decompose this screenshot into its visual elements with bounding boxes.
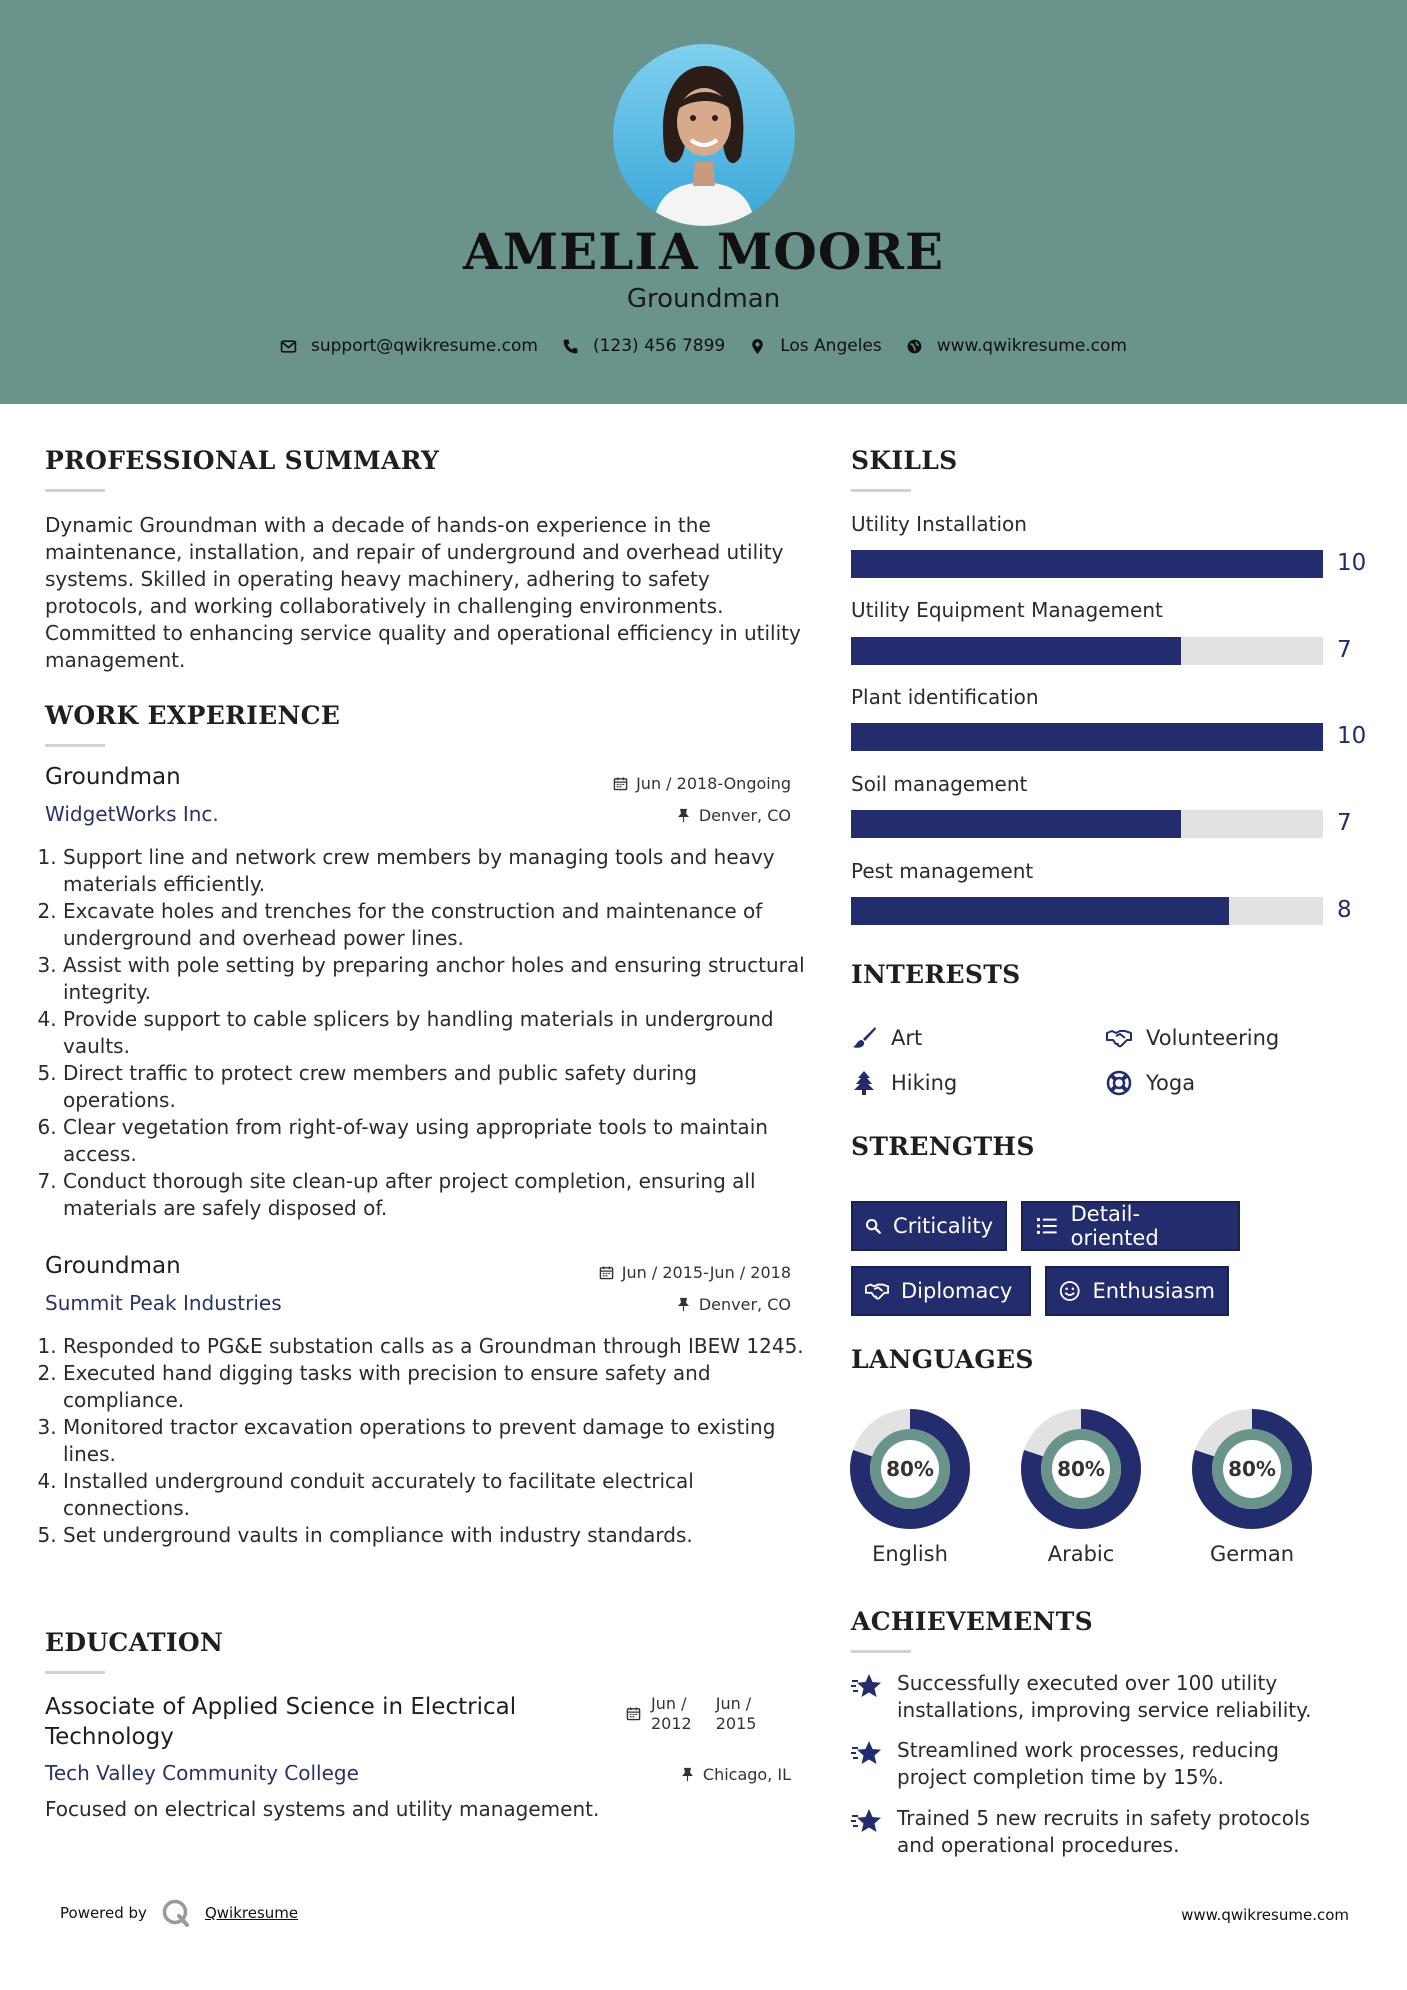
language-name: German	[1209, 1542, 1295, 1566]
education-dates: Jun / 2012 Jun / 2015	[626, 1694, 756, 1734]
education-title: EDUCATION	[45, 1628, 224, 1657]
profile-photo	[613, 44, 795, 226]
resume-header	[0, 0, 1407, 404]
achievement-item: Trained 5 new recruits in safety protocols and operational procedures.	[851, 1805, 1331, 1859]
interest-item: Yoga	[1106, 1070, 1195, 1096]
contact-phone[interactable]	[562, 336, 725, 356]
contact-email-text: support@qwikresume.com	[311, 336, 538, 356]
languages-title: LANGUAGES	[851, 1345, 1034, 1374]
language-ring	[1191, 1408, 1313, 1530]
list-item: 5. Set underground vaults in compliance with industry standards.	[63, 1522, 813, 1549]
language-ring	[849, 1408, 971, 1530]
contact-location	[749, 336, 882, 356]
strength-chip: Criticality	[851, 1201, 1007, 1251]
skill-value: 10	[1337, 723, 1367, 749]
strength-chip: Enthusiasm	[1045, 1266, 1229, 1316]
education-location: Chicago, IL	[540, 1765, 791, 1784]
language-name: Arabic	[1047, 1542, 1115, 1566]
language-item	[1191, 1408, 1313, 1566]
skill-bar-fill	[851, 637, 1181, 665]
section-rule	[851, 1650, 911, 1653]
calendar-icon	[599, 1265, 614, 1280]
brush-icon	[851, 1025, 877, 1051]
job-duties	[45, 844, 813, 1222]
skill-bar-fill	[851, 550, 1323, 578]
contact-location-text: Los Angeles	[780, 336, 882, 356]
skills-title: SKILLS	[851, 446, 958, 475]
skill-value: 7	[1337, 637, 1352, 663]
job-dates: Jun / 2015-Jun / 2018	[540, 1263, 791, 1282]
list-icon	[1035, 1214, 1059, 1238]
company-name: Summit Peak Industries	[45, 1291, 282, 1315]
list-item: 1. Support line and network crew members by managing tools and heavy materials efficiently.	[63, 844, 813, 898]
language-ring	[1020, 1408, 1142, 1530]
map-pin-icon	[749, 338, 766, 355]
star-icon	[851, 1672, 883, 1702]
interest-item: Hiking	[851, 1070, 957, 1096]
section-rule	[45, 489, 105, 492]
list-item: 4. Installed underground conduit accurately to facilitate electrical connections.	[63, 1468, 813, 1522]
calendar-icon	[626, 1706, 641, 1721]
phone-icon	[562, 338, 579, 355]
qwikresume-link[interactable]: Qwikresume	[204, 1904, 299, 1922]
job-duties	[45, 1333, 813, 1549]
language-percent: 80%	[886, 1457, 934, 1481]
handshake-icon	[1106, 1025, 1132, 1051]
footer-site[interactable]: www.qwikresume.com	[1181, 1906, 1349, 1924]
qwikresume-logo-icon	[161, 1898, 191, 1928]
summary-title: PROFESSIONAL SUMMARY	[45, 446, 440, 475]
strength-chip: Detail-oriented	[1021, 1201, 1240, 1251]
calendar-icon	[613, 776, 628, 791]
interests-title: INTERESTS	[851, 960, 1021, 989]
degree-title: Associate of Applied Science in Electrical Technology	[45, 1694, 517, 1750]
language-item	[1020, 1408, 1142, 1566]
list-item: 3. Assist with pole setting by preparing anchor holes and ensuring structural integrity.	[63, 952, 813, 1006]
skill-bar	[851, 723, 1323, 751]
achievement-item: Streamlined work processes, reducing project completion time by 15%.	[851, 1737, 1331, 1791]
skill-value: 7	[1337, 810, 1352, 836]
job-title: Groundman	[45, 764, 181, 790]
skill-value: 10	[1337, 550, 1367, 576]
achievements-title: ACHIEVEMENTS	[851, 1607, 1093, 1636]
job-dates: Jun / 2018-Ongoing	[540, 774, 791, 793]
achievement-item: Successfully executed over 100 utility installations, improving service reliability.	[851, 1670, 1331, 1724]
skill-bar	[851, 637, 1323, 665]
footer-branding	[60, 1898, 298, 1928]
contact-phone-text: (123) 456 7899	[592, 336, 726, 356]
candidate-role: Groundman	[626, 284, 781, 314]
skill-name: Plant identification	[851, 685, 1039, 709]
handshake-icon	[865, 1279, 889, 1303]
skill-name: Utility Installation	[851, 512, 1027, 536]
experience-title: WORK EXPERIENCE	[45, 701, 341, 730]
pin-icon	[676, 1297, 691, 1312]
school-name: Tech Valley Community College	[45, 1761, 359, 1785]
summary-text: Dynamic Groundman with a decade of hands-on experience in the maintenance, installation, and repair of underground and overhead utility systems. Skilled in operating heavy machinery, adhering to safety protocols, and working collaboratively in challenging environments. Committed to enhancing service quality and operational efficiency in utility management.	[45, 513, 801, 672]
section-rule	[851, 489, 911, 492]
powered-by-text: Powered by	[60, 1904, 147, 1922]
star-icon	[851, 1807, 883, 1837]
language-percent: 80%	[1057, 1457, 1105, 1481]
lifebuoy-icon	[1106, 1070, 1132, 1096]
list-item: 5. Direct traffic to protect crew members and public safety during operations.	[63, 1060, 813, 1114]
smile-icon	[1059, 1279, 1081, 1303]
strengths-title: STRENGTHS	[851, 1132, 1035, 1161]
skill-bar	[851, 550, 1323, 578]
language-item	[849, 1408, 971, 1566]
contact-bar	[0, 336, 1407, 356]
skill-bar-fill	[851, 897, 1229, 925]
contact-email[interactable]	[280, 336, 538, 356]
list-item: 2. Excavate holes and trenches for the construction and maintenance of underground and overhead power lines.	[63, 898, 813, 952]
section-rule	[45, 1671, 105, 1674]
skill-name: Pest management	[851, 859, 1034, 883]
list-item: 7. Conduct thorough site clean-up after project completion, ensuring all materials are safely disposed of.	[63, 1168, 813, 1222]
skill-bar-fill	[851, 810, 1181, 838]
list-item: 2. Executed hand digging tasks with precision to ensure safety and compliance.	[63, 1360, 813, 1414]
list-item: 4. Provide support to cable splicers by handling materials in underground vaults.	[63, 1006, 813, 1060]
contact-website[interactable]	[906, 336, 1127, 356]
list-item: 3. Monitored tractor excavation operations to prevent damage to existing lines.	[63, 1414, 813, 1468]
pin-icon	[680, 1767, 695, 1782]
interest-item: Volunteering	[1106, 1025, 1279, 1051]
candidate-name: AMELIA MOORE	[462, 222, 945, 281]
skill-name: Soil management	[851, 772, 1028, 796]
section-rule	[45, 744, 105, 747]
company-name: WidgetWorks Inc.	[45, 802, 219, 826]
skill-bar-fill	[851, 723, 1323, 751]
list-item: 6. Clear vegetation from right-of-way using appropriate tools to maintain access.	[63, 1114, 813, 1168]
envelope-icon	[280, 338, 297, 355]
education-description: Focused on electrical systems and utility management.	[45, 1797, 600, 1821]
list-item: 1. Responded to PG&E substation calls as a Groundman through IBEW 1245.	[63, 1333, 813, 1360]
star-icon	[851, 1739, 883, 1769]
search-icon	[865, 1214, 881, 1238]
skill-name: Utility Equipment Management	[851, 598, 1163, 622]
skill-bar	[851, 897, 1323, 925]
job-location: Denver, CO	[540, 1295, 791, 1314]
language-percent: 80%	[1228, 1457, 1276, 1481]
language-name: English	[872, 1542, 948, 1566]
strength-chip: Diplomacy	[851, 1266, 1031, 1316]
skill-bar	[851, 810, 1323, 838]
skill-value: 8	[1337, 897, 1352, 923]
pin-icon	[676, 808, 691, 823]
globe-icon	[906, 338, 923, 355]
job-title: Groundman	[45, 1253, 181, 1279]
interest-item: Art	[851, 1025, 922, 1051]
tree-icon	[851, 1070, 877, 1096]
contact-website-text: www.qwikresume.com	[936, 336, 1127, 356]
job-location: Denver, CO	[540, 806, 791, 825]
